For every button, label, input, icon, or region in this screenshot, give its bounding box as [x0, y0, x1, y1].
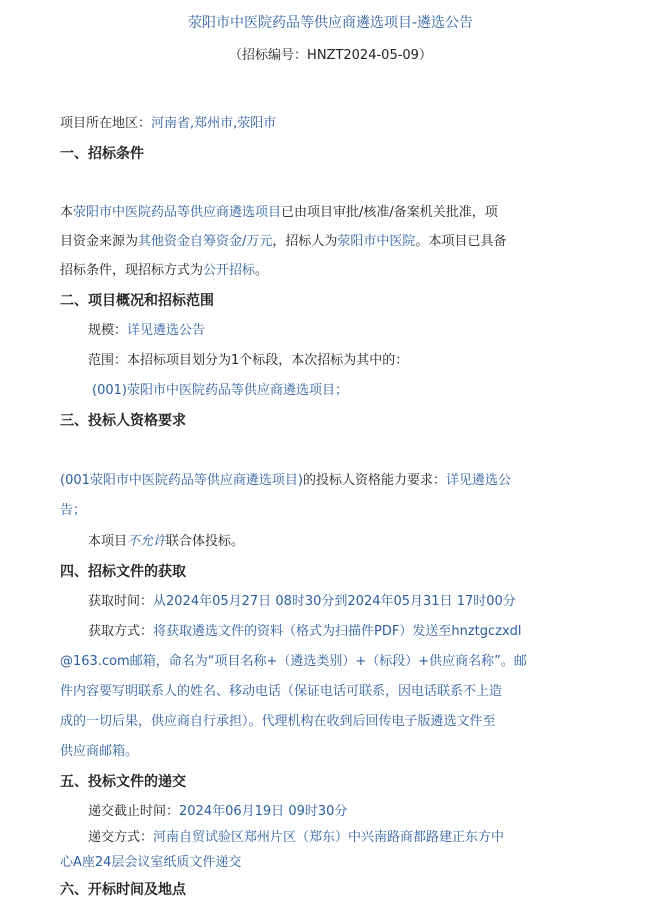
section-1-heading: 一、招标条件	[60, 146, 144, 162]
submit-method-line	[88, 828, 504, 848]
s1-line-3	[60, 261, 268, 281]
deadline-line	[88, 802, 347, 822]
section-3-heading: 三、投标人资格要求	[60, 413, 186, 429]
region-label: 项目所在地区：	[60, 116, 152, 131]
scale-label: 规模：	[88, 323, 128, 338]
submit-method-label: 递交方式：	[88, 830, 154, 845]
text: 的投标人资格能力要求：	[302, 473, 446, 488]
obtain-method-line-5: 供应商邮箱。	[60, 744, 139, 759]
s1-line-1	[60, 203, 498, 223]
qualification-line-2: 告；	[60, 503, 87, 518]
section-2-heading: 二、项目概况和招标范围	[60, 293, 214, 309]
qualification-line-1	[60, 471, 511, 491]
scale-line	[88, 321, 205, 341]
page-title: 荥阳市中医院药品等供应商遴选项目-遴选公告	[187, 15, 474, 31]
joint-bid-value: 不允许	[127, 534, 167, 549]
text: 。	[255, 263, 269, 278]
s1-line-2	[60, 232, 506, 252]
scale-value: 详见遴选公告	[127, 323, 206, 338]
joint-bid-line	[88, 532, 244, 552]
lot-item: (001)荥阳市中医院药品等供应商遴选项目；	[92, 383, 348, 398]
lot-name: (001荥阳市中医院药品等供应商遴选项目)	[60, 473, 303, 488]
qualification-value: 详见遴选公	[445, 473, 511, 488]
tenderer: 荥阳市中医院	[337, 234, 416, 249]
text: 本	[60, 205, 74, 220]
region-value: 河南省,郑州市,荥阳市	[151, 116, 277, 131]
section-5-heading: 五、投标文件的递交	[60, 774, 186, 790]
obtain-method-line-3: 件内容要写明联系人的姓名、移动电话（保证电话可联系，因电话联系不上造	[60, 684, 503, 699]
obtain-method-line	[88, 622, 522, 642]
text: 招标条件，现招标方式为	[60, 263, 204, 278]
obtain-time-line	[88, 592, 516, 612]
obtain-method-line-2: @163.com邮箱，命名为“项目名称+（遴选类别）+（标段）+供应商名称”。邮	[60, 654, 527, 669]
deadline-value: 2024年06月19日 09时30分	[179, 804, 348, 819]
deadline-label: 递交截止时间：	[88, 804, 180, 819]
text: 已由项目审批/核准/备案机关批准，项	[281, 205, 498, 220]
text: 联合体投标。	[166, 534, 245, 549]
obtain-method-line-4: 成的一切后果，供应商自行承担）。代理机构在收到后回传电子版遴选文件至	[60, 714, 496, 729]
text: ，招标人为	[272, 234, 338, 249]
obtain-time-label: 获取时间：	[88, 594, 154, 609]
section-6-heading: 六、开标时间及地点	[60, 882, 186, 898]
fund-source: 其他资金自筹资金/万元	[138, 234, 273, 249]
text: 本项目	[88, 534, 128, 549]
section-4-heading: 四、招标文件的获取	[60, 564, 186, 580]
tender-code: （招标编号：HNZT2024-05-09）	[229, 48, 432, 63]
submit-method-value: 河南自贸试验区郑州片区（郑东）中兴南路商都路建正东方中	[153, 830, 505, 845]
text: 。本项目已具备	[415, 234, 507, 249]
obtain-time-value: 从2024年05月27日 08时30分到2024年05月31日 17时00分	[153, 594, 516, 609]
submit-method-line-2: 心A座24层会议室纸质文件递交	[60, 855, 242, 870]
obtain-method-label: 获取方式：	[88, 624, 154, 639]
range-line: 范围：本招标项目划分为1个标段，本次招标为其中的：	[88, 353, 409, 368]
obtain-method-value: 将获取遴选文件的资料（格式为扫描件PDF）发送至hnztgczxdl	[153, 624, 522, 639]
project-region	[60, 114, 276, 134]
tender-method: 公开招标	[203, 263, 256, 278]
project-name: 荥阳市中医院药品等供应商遴选项目	[73, 205, 282, 220]
text: 目资金来源为	[60, 234, 139, 249]
